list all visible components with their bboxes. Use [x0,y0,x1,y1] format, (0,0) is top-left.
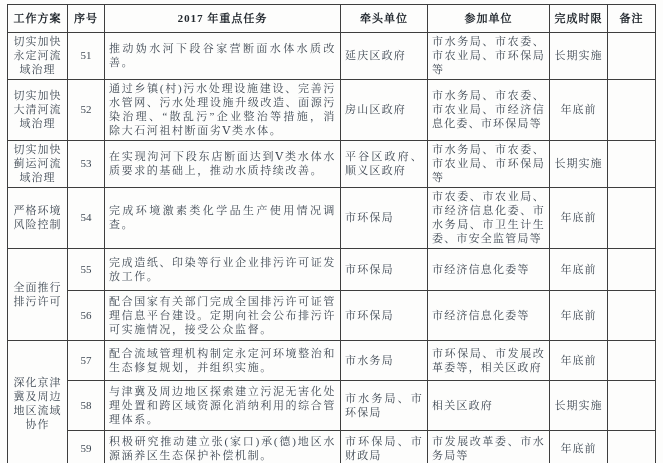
group-cell: 严格环境风险控制 [8,188,68,249]
table-row [8,431,656,463]
lead-cell: 市环保局 [341,188,428,249]
lead-cell: 房山区政府 [341,80,428,141]
lead-cell: 市环保局、市财政局 [341,431,428,463]
row-number: 53 [68,141,105,188]
task-cell: 配合国家有关部门完成全国排污许可证管理信息平台建设。定期向社会公布排污许可实施情况，接受公众监督。 [105,291,341,341]
row-number: 58 [68,381,105,431]
row-number: 56 [68,291,105,341]
lead-cell: 市水务局 [341,341,428,381]
col-header-deadline: 完成时限 [550,5,608,33]
table-row [8,80,656,141]
col-header-no: 序号 [68,5,105,33]
remark-cell [608,33,656,80]
lead-cell: 平谷区政府、顺义区政府 [341,141,428,188]
remark-cell [608,381,656,431]
participants-cell: 市水务局、市农委、市农业局、市环保局等 [428,141,550,188]
lead-cell: 市环保局 [341,291,428,341]
deadline-cell: 长期实施 [550,141,608,188]
row-number: 54 [68,188,105,249]
remark-cell [608,141,656,188]
group-cell: 切实加快大清河流域治理 [8,80,68,141]
group-cell: 切实加快蓟运河流域治理 [8,141,68,188]
lead-cell: 延庆区政府 [341,33,428,80]
participants-cell: 市环保局、市发展改革委等，相关区政府 [428,341,550,381]
col-header-participants: 参加单位 [428,5,550,33]
row-number: 59 [68,431,105,463]
table-row [8,291,656,341]
table-row [8,341,656,381]
remark-cell [608,80,656,141]
participants-cell: 市经济信息化委等 [428,291,550,341]
work-plan-table [7,4,656,463]
task-cell: 配合流域管理机构制定永定河环境整治和生态修复规划，并组织实施。 [105,341,341,381]
task-cell: 积极研究推动建立张(家口)承(德)地区水源涵养区生态保护补偿机制。 [105,431,341,463]
remark-cell [608,431,656,463]
deadline-cell: 年底前 [550,80,608,141]
task-cell: 完成环境激素类化学品生产使用情况调查。 [105,188,341,249]
participants-cell: 市经济信息化委等 [428,249,550,291]
deadline-cell: 年底前 [550,249,608,291]
group-cell: 深化京津冀及周边地区流域协作 [8,341,68,463]
task-cell: 完成造纸、印染等行业企业排污许可证发放工作。 [105,249,341,291]
header-row [8,5,656,33]
participants-cell: 相关区政府 [428,381,550,431]
col-header-lead: 牵头单位 [341,5,428,33]
participants-cell: 市发展改革委、市水务局等 [428,431,550,463]
deadline-cell: 年底前 [550,188,608,249]
table-row [8,188,656,249]
deadline-cell: 年底前 [550,291,608,341]
deadline-cell: 年底前 [550,341,608,381]
col-header-plan: 工作方案 [8,5,68,33]
remark-cell [608,249,656,291]
table-row [8,249,656,291]
deadline-cell: 长期实施 [550,33,608,80]
task-cell: 在实现泃河下段东店断面达到Ⅴ类水体水质要求的基础上，推动水质持续改善。 [105,141,341,188]
row-number: 57 [68,341,105,381]
table-row [8,381,656,431]
lead-cell: 市水务局、市环保局 [341,381,428,431]
remark-cell [608,341,656,381]
row-number: 55 [68,249,105,291]
group-cell: 切实加快永定河流域治理 [8,33,68,80]
col-header-task: 2017 年重点任务 [105,5,341,33]
table-row [8,33,656,80]
table-row [8,141,656,188]
lead-cell: 市环保局 [341,249,428,291]
task-cell: 与津冀及周边地区探索建立污泥无害化处理处置和跨区域资源化消纳利用的综合管理体系。 [105,381,341,431]
remark-cell [608,291,656,341]
task-cell: 推动妫水河下段谷家营断面水体水质改善。 [105,33,341,80]
group-cell: 全面推行排污许可 [8,249,68,341]
row-number: 52 [68,80,105,141]
participants-cell: 市水务局、市农委、市农业局、市经济信息化委、市环保局等 [428,80,550,141]
deadline-cell: 长期实施 [550,381,608,431]
participants-cell: 市农委、市农业局、市经济信息化委、市水务局、市卫生计生委、市安全监管局等 [428,188,550,249]
task-cell: 通过乡镇(村)污水处理设施建设、完善污水管网、污水处理设施升级改造、面源污染治理、“散乱污”企业整治等措施，消除大石河祖村断面劣Ⅴ类水体。 [105,80,341,141]
deadline-cell: 年底前 [550,431,608,463]
col-header-remark: 备注 [608,5,656,33]
row-number: 51 [68,33,105,80]
remark-cell [608,188,656,249]
participants-cell: 市水务局、市农委、市农业局、市环保局等 [428,33,550,80]
